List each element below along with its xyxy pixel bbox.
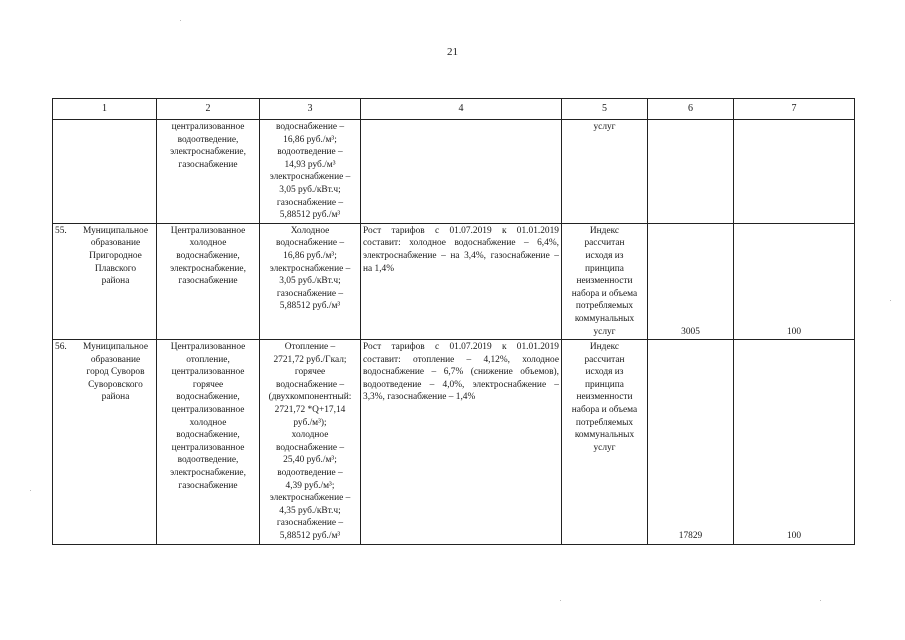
cell-line: рассчитан bbox=[584, 238, 625, 249]
cell-line: услуг bbox=[593, 326, 616, 337]
cell-line: Муниципальное bbox=[82, 342, 149, 353]
col6-value: 3005 bbox=[648, 223, 734, 339]
cell-line: Централизованное bbox=[170, 225, 246, 236]
cell-line: водоотведение – bbox=[277, 468, 343, 479]
services-cell bbox=[157, 340, 260, 545]
cell-line: неизменности bbox=[576, 276, 633, 287]
cont-services-cell bbox=[157, 120, 260, 224]
cell-line: Индекс bbox=[589, 342, 620, 353]
scan-speck bbox=[30, 490, 31, 491]
cell-line: электроснабжение – bbox=[269, 493, 351, 504]
cont-col7-cell bbox=[734, 120, 855, 224]
cell-line: потребляемых bbox=[575, 417, 634, 428]
cell-line: Централизованное bbox=[170, 342, 246, 353]
cell-line: Отопление – bbox=[284, 342, 336, 353]
cell-line: исходя из bbox=[585, 367, 624, 378]
index-note-cell bbox=[562, 223, 648, 339]
cell-line: руб./м³); bbox=[293, 417, 327, 428]
cell-line: набора и объема bbox=[571, 288, 638, 299]
cell-line: потребляемых bbox=[575, 301, 634, 312]
cont-municipality-cell bbox=[53, 120, 157, 224]
cell-line: 3,05 руб./кВт.ч; bbox=[279, 184, 341, 195]
table-row bbox=[53, 223, 855, 339]
cell-line: газоснабжение – bbox=[276, 288, 344, 299]
cell-line: водоснабжение – bbox=[275, 379, 345, 390]
cell-line: района bbox=[101, 392, 130, 403]
tariffs-cell bbox=[260, 340, 361, 545]
row-number: 55. bbox=[55, 225, 67, 236]
cell-line: неизменности bbox=[576, 392, 633, 403]
cell-line: город Суворов bbox=[86, 367, 145, 378]
cell-line: 16,86 руб./м³; bbox=[283, 134, 337, 145]
cell-line: 5,88512 руб./м³ bbox=[279, 531, 341, 541]
header-col-3: 3 bbox=[260, 99, 361, 120]
cell-line: водоснабжение – bbox=[275, 238, 345, 249]
header-row bbox=[53, 99, 855, 120]
cell-line: централизованное bbox=[171, 122, 245, 132]
cell-line: водоснабжение, bbox=[176, 430, 240, 441]
cell-line: 5,88512 руб./м³ bbox=[279, 301, 341, 312]
scan-speck bbox=[820, 600, 821, 601]
cell-line: централизованное bbox=[171, 367, 245, 378]
cell-line: набора и объема bbox=[571, 405, 638, 416]
cell-line: исходя из bbox=[585, 250, 624, 261]
cell-line: 2721,72 руб./Гкал; bbox=[273, 354, 347, 365]
cell-line: (двухкомпонентный: bbox=[268, 392, 352, 403]
header-col-7: 7 bbox=[734, 99, 855, 120]
cell-line: водоснабжение, bbox=[176, 250, 240, 261]
cell-line: централизованное bbox=[171, 442, 245, 453]
cell-line: 16,86 руб./м³; bbox=[283, 250, 337, 261]
cell-line: холодное bbox=[291, 430, 329, 441]
cell-line: Индекс bbox=[589, 225, 620, 236]
scan-speck bbox=[560, 600, 561, 601]
col6-value: 17829 bbox=[648, 340, 734, 545]
cell-line: района bbox=[101, 276, 130, 287]
page-number: 21 bbox=[447, 46, 458, 58]
cell-line: водоснабжение – bbox=[275, 442, 345, 453]
cell-line: 4,39 руб./м³; bbox=[285, 480, 335, 491]
cont-tariffs-cell bbox=[260, 120, 361, 224]
cell-line: образование bbox=[90, 238, 141, 249]
growth-cell: Рост тарифов с 01.07.2019 к 01.01.2019 составит: холодное водоснабжение – 6,4%, электроснабжение – на 3,4%, газоснабжение – на 1,4% bbox=[361, 223, 562, 339]
cell-line: газоснабжение bbox=[178, 276, 238, 287]
row-number: 56. bbox=[55, 342, 67, 353]
cont-index-cell bbox=[562, 120, 648, 224]
col7-value: 100 bbox=[734, 223, 855, 339]
cell-line: водоотведение, bbox=[177, 455, 239, 466]
cell-line: 25,40 руб./м³; bbox=[283, 455, 337, 466]
cell-line: образование bbox=[90, 354, 141, 365]
header-col-4: 4 bbox=[361, 99, 562, 120]
cell-line: газоснабжение – bbox=[276, 197, 344, 208]
cell-line: принципа bbox=[585, 263, 624, 274]
cont-growth-cell bbox=[361, 120, 562, 224]
municipality-name bbox=[77, 341, 154, 404]
cell-line: централизованное bbox=[171, 405, 245, 416]
cell-line: отопление, bbox=[186, 354, 230, 365]
cell-line: водоотведение, bbox=[177, 134, 239, 145]
cell-line: коммунальных bbox=[574, 313, 635, 324]
cell-line: коммунальных bbox=[574, 430, 635, 441]
tariffs-cell bbox=[260, 223, 361, 339]
cell-line: Муниципальное bbox=[82, 225, 149, 236]
cell-line: Холодное bbox=[290, 225, 330, 236]
cont-col6-cell bbox=[648, 120, 734, 224]
cell-line: водоснабжение – bbox=[275, 122, 345, 132]
cell-line: рассчитан bbox=[584, 354, 625, 365]
cell-line: 3,05 руб./кВт.ч; bbox=[279, 276, 341, 287]
cell-line: электроснабжение, bbox=[170, 468, 246, 479]
header-col-6: 6 bbox=[648, 99, 734, 120]
growth-cell: Рост тарифов с 01.07.2019 к 01.01.2019 составит: отопление – 4,12%, холодное водоснабжение – 6,7% (снижение объемов), водоотведение – 4,0%, электроснабжение – 3,3%, газоснабжение – 1,4% bbox=[361, 340, 562, 545]
cell-line: электроснабжение – bbox=[269, 172, 351, 183]
cell-line: 14,93 руб./м³ bbox=[284, 159, 336, 170]
cell-line: Пригородное bbox=[89, 250, 142, 261]
index-note-cell bbox=[562, 340, 648, 545]
cell-line: Плавского bbox=[94, 263, 137, 274]
cell-line: газоснабжение – bbox=[276, 518, 344, 529]
municipality-cell bbox=[53, 340, 157, 545]
continuation-row bbox=[53, 120, 855, 224]
scan-speck bbox=[180, 20, 181, 21]
cell-line: электроснабжение, bbox=[170, 263, 246, 274]
cell-line: 4,35 руб./кВт.ч; bbox=[279, 505, 341, 516]
cell-line: услуг bbox=[593, 442, 616, 453]
tariff-table bbox=[52, 98, 855, 545]
header-col-1: 1 bbox=[53, 99, 157, 120]
cell-line: горячее bbox=[192, 379, 224, 390]
cell-line: 5,88512 руб./м³ bbox=[279, 210, 341, 221]
cell-line: холодное bbox=[189, 417, 227, 428]
cell-line: электроснабжение, bbox=[170, 147, 246, 158]
scan-speck bbox=[890, 300, 891, 301]
cell-line: водоотведение – bbox=[277, 147, 343, 158]
header-col-5: 5 bbox=[562, 99, 648, 120]
cell-line: водоснабжение, bbox=[176, 392, 240, 403]
municipality-cell bbox=[53, 223, 157, 339]
cell-line: электроснабжение – bbox=[269, 263, 351, 274]
cell-line: принципа bbox=[585, 379, 624, 390]
cell-line: горячее bbox=[294, 367, 326, 378]
cell-line: Суворовского bbox=[88, 379, 143, 390]
cell-line: газоснабжение bbox=[178, 480, 238, 491]
header-col-2: 2 bbox=[157, 99, 260, 120]
cell-line: 2721,72 *Q+17,14 bbox=[274, 405, 346, 416]
table-row bbox=[53, 340, 855, 545]
services-cell bbox=[157, 223, 260, 339]
cell-line: услуг bbox=[593, 122, 616, 132]
col7-value: 100 bbox=[734, 340, 855, 545]
municipality-name bbox=[77, 225, 154, 288]
cell-line: газоснабжение bbox=[178, 159, 238, 170]
cell-line: холодное bbox=[189, 238, 227, 249]
